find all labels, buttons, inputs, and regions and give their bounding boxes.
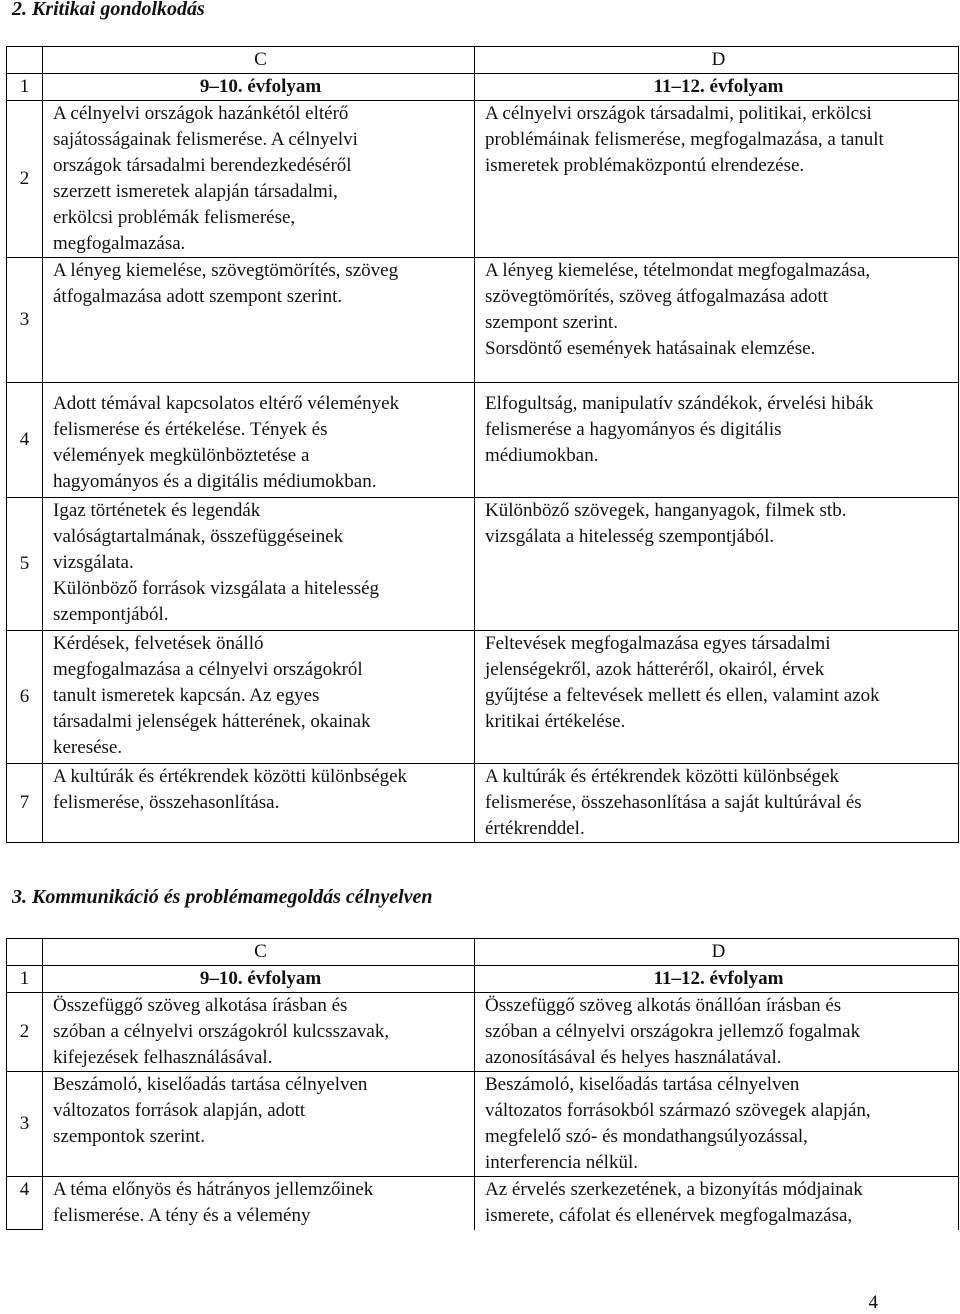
grade-cell-d: 11–12. évfolyam bbox=[475, 74, 959, 101]
cell-line: Beszámoló, kiselőadás tartása célnyelven bbox=[485, 1074, 800, 1095]
cell-line: szempontok szerint. bbox=[53, 1126, 205, 1147]
cell-line: problémáinak felismerése, megfogalmazása, a tanult bbox=[485, 129, 884, 150]
table-row bbox=[7, 498, 959, 631]
cell-line: A célnyelvi országok társadalmi, politikai, erkölcsi bbox=[485, 103, 872, 124]
cell-line: A kultúrák és értékrendek közötti különbségek bbox=[53, 766, 408, 787]
cell-line: vizsgálata a hitelesség szempontjából. bbox=[485, 526, 775, 547]
cell-c bbox=[43, 764, 475, 843]
cell-line: ismerete, cáfolat és ellenérvek megfogalmazása, bbox=[485, 1205, 853, 1226]
table-row bbox=[7, 993, 959, 1072]
row-number: 6 bbox=[7, 631, 43, 764]
row-number: 1 bbox=[7, 74, 43, 101]
cell-d bbox=[475, 631, 959, 764]
row-number: 3 bbox=[7, 1072, 43, 1177]
cell-line: felismerése, összehasonlítása a saját kultúrával és bbox=[485, 792, 862, 813]
header-cell-num bbox=[7, 939, 43, 966]
cell-line: szerzett ismeretek alapján társadalmi, bbox=[53, 181, 338, 202]
cell-line: A téma előnyös és hátrányos jellemzőinek bbox=[53, 1179, 374, 1200]
cell-line: szempontjából. bbox=[53, 604, 169, 625]
cell-line: felismerése, összehasonlítása. bbox=[53, 792, 280, 813]
cell-line: szövegtömörítés, szöveg átfogalmazása adott bbox=[485, 286, 828, 307]
cell-line: szóban a célnyelvi országokról kulcsszavak, bbox=[53, 1021, 390, 1042]
cell-d bbox=[475, 258, 959, 383]
cell-line: jelenségekről, azok hátteréről, okairól, érvek bbox=[485, 659, 825, 680]
cell-line: erkölcsi problémák felismerése, bbox=[53, 207, 296, 228]
cell-line: sajátosságainak felismerése. A célnyelvi bbox=[53, 129, 358, 150]
grade-row bbox=[7, 74, 959, 101]
cell-line: változatos forrásokból származó szövegek alapján, bbox=[485, 1100, 871, 1121]
cell-c bbox=[43, 383, 475, 498]
cell-line: A célnyelvi országok hazánkétól eltérő bbox=[53, 103, 349, 124]
cell-d bbox=[475, 993, 959, 1072]
cell-line: társadalmi jelenségek hátterének, okainak bbox=[53, 711, 371, 732]
cell-line: interferencia nélkül. bbox=[485, 1152, 638, 1173]
cell-line: átfogalmazása adott szempont szerint. bbox=[53, 286, 343, 307]
row-number: 4 bbox=[7, 383, 43, 498]
cell-line: felismerése és értékelése. Tények és bbox=[53, 419, 328, 440]
header-cell-num bbox=[7, 47, 43, 74]
cell-line: Igaz történetek és legendák bbox=[53, 500, 261, 521]
cell-line: megfogalmazása. bbox=[53, 233, 186, 254]
cell-d bbox=[475, 764, 959, 843]
cell-line: A kultúrák és értékrendek közötti különbségek bbox=[485, 766, 840, 787]
row-number: 4 bbox=[7, 1177, 43, 1230]
row-number: 1 bbox=[7, 966, 43, 993]
cell-line: A lényeg kiemelése, szövegtömörítés, szöveg bbox=[53, 260, 399, 281]
cell-line: Beszámoló, kiselőadás tartása célnyelven bbox=[53, 1074, 368, 1095]
cell-line: gyűjtése a feltevések mellett és ellen, valamint azok bbox=[485, 685, 880, 706]
cell-line: Feltevések megfogalmazása egyes társadalmi bbox=[485, 633, 831, 654]
cell-line: keresése. bbox=[53, 737, 123, 758]
table-row bbox=[7, 258, 959, 383]
header-cell-d: D bbox=[475, 47, 959, 74]
header-cell-d: D bbox=[475, 939, 959, 966]
cell-line: változatos források alapján, adott bbox=[53, 1100, 306, 1121]
cell-c bbox=[43, 1072, 475, 1177]
section-title-critical-thinking: 2. Kritikai gondolkodás bbox=[12, 0, 205, 20]
row-number: 2 bbox=[7, 101, 43, 258]
cell-line: felismerése. A tény és a vélemény bbox=[53, 1205, 311, 1226]
critical-thinking-table bbox=[6, 46, 959, 843]
grade-row bbox=[7, 966, 959, 993]
cell-c bbox=[43, 993, 475, 1072]
row-number: 7 bbox=[7, 764, 43, 843]
section-title-communication: 3. Kommunikáció és problémamegoldás célnyelven bbox=[12, 886, 433, 908]
cell-line: Különböző szövegek, hanganyagok, filmek stb. bbox=[485, 500, 847, 521]
cell-line: országok társadalmi berendezkedéséről bbox=[53, 155, 352, 176]
cell-line: kritikai értékelése. bbox=[485, 711, 626, 732]
column-header-row bbox=[7, 939, 959, 966]
table-row bbox=[7, 631, 959, 764]
cell-line: tanult ismeretek kapcsán. Az egyes bbox=[53, 685, 320, 706]
page-number: 4 bbox=[868, 1292, 878, 1313]
communication-table bbox=[6, 938, 959, 1230]
cell-line: Különböző források vizsgálata a hitelesség bbox=[53, 578, 380, 599]
cell-line: Összefüggő szöveg alkotás önállóan írásban és bbox=[485, 995, 842, 1016]
cell-line: A lényeg kiemelése, tételmondat megfogalmazása, bbox=[485, 260, 871, 281]
cell-line: Kérdések, felvetések önálló bbox=[53, 633, 264, 654]
cell-line: azonosításával és helyes használatával. bbox=[485, 1047, 782, 1068]
cell-c bbox=[43, 631, 475, 764]
cell-d bbox=[475, 101, 959, 258]
cell-line: Összefüggő szöveg alkotása írásban és bbox=[53, 995, 348, 1016]
cell-line: Adott témával kapcsolatos eltérő vélemények bbox=[53, 393, 400, 414]
cell-line: felismerése a hagyományos és digitális bbox=[485, 419, 782, 440]
table-row bbox=[7, 1072, 959, 1177]
cell-line: vizsgálata. bbox=[53, 552, 134, 573]
cell-line: vélemények megkülönböztetése a bbox=[53, 445, 310, 466]
cell-line: valóságtartalmának, összefüggéseinek bbox=[53, 526, 344, 547]
cell-c bbox=[43, 101, 475, 258]
cell-line: Az érvelés szerkezetének, a bizonyítás módjainak bbox=[485, 1179, 863, 1200]
cell-line: hagyományos és a digitális médiumokban. bbox=[53, 471, 377, 492]
cell-d bbox=[475, 1072, 959, 1177]
header-cell-c: C bbox=[43, 47, 475, 74]
cell-line: értékrenddel. bbox=[485, 818, 585, 839]
cell-d bbox=[475, 383, 959, 498]
cell-line: kifejezések felhasználásával. bbox=[53, 1047, 273, 1068]
cell-line: megfelelő szó- és mondathangsúlyozással, bbox=[485, 1126, 808, 1147]
column-header-row bbox=[7, 47, 959, 74]
cell-c bbox=[43, 1177, 475, 1230]
row-number: 5 bbox=[7, 498, 43, 631]
table-row bbox=[7, 1177, 959, 1230]
cell-line: szempont szerint. bbox=[485, 312, 618, 333]
cell-d bbox=[475, 498, 959, 631]
cell-c bbox=[43, 258, 475, 383]
table-row bbox=[7, 101, 959, 258]
row-number: 3 bbox=[7, 258, 43, 383]
cell-line: szóban a célnyelvi országokra jellemző fogalmak bbox=[485, 1021, 861, 1042]
grade-cell-c: 9–10. évfolyam bbox=[43, 966, 475, 993]
cell-line: ismeretek problémaközpontú elrendezése. bbox=[485, 155, 805, 176]
grade-cell-d: 11–12. évfolyam bbox=[475, 966, 959, 993]
table-row bbox=[7, 383, 959, 498]
cell-d bbox=[475, 1177, 959, 1230]
cell-c bbox=[43, 498, 475, 631]
cell-line: médiumokban. bbox=[485, 445, 599, 466]
cell-line: megfogalmazása a célnyelvi országokról bbox=[53, 659, 363, 680]
grade-cell-c: 9–10. évfolyam bbox=[43, 74, 475, 101]
table-row bbox=[7, 764, 959, 843]
cell-line: Elfogultság, manipulatív szándékok, érvelési hibák bbox=[485, 393, 874, 414]
header-cell-c: C bbox=[43, 939, 475, 966]
cell-line: Sorsdöntő események hatásainak elemzése. bbox=[485, 338, 816, 359]
row-number: 2 bbox=[7, 993, 43, 1072]
